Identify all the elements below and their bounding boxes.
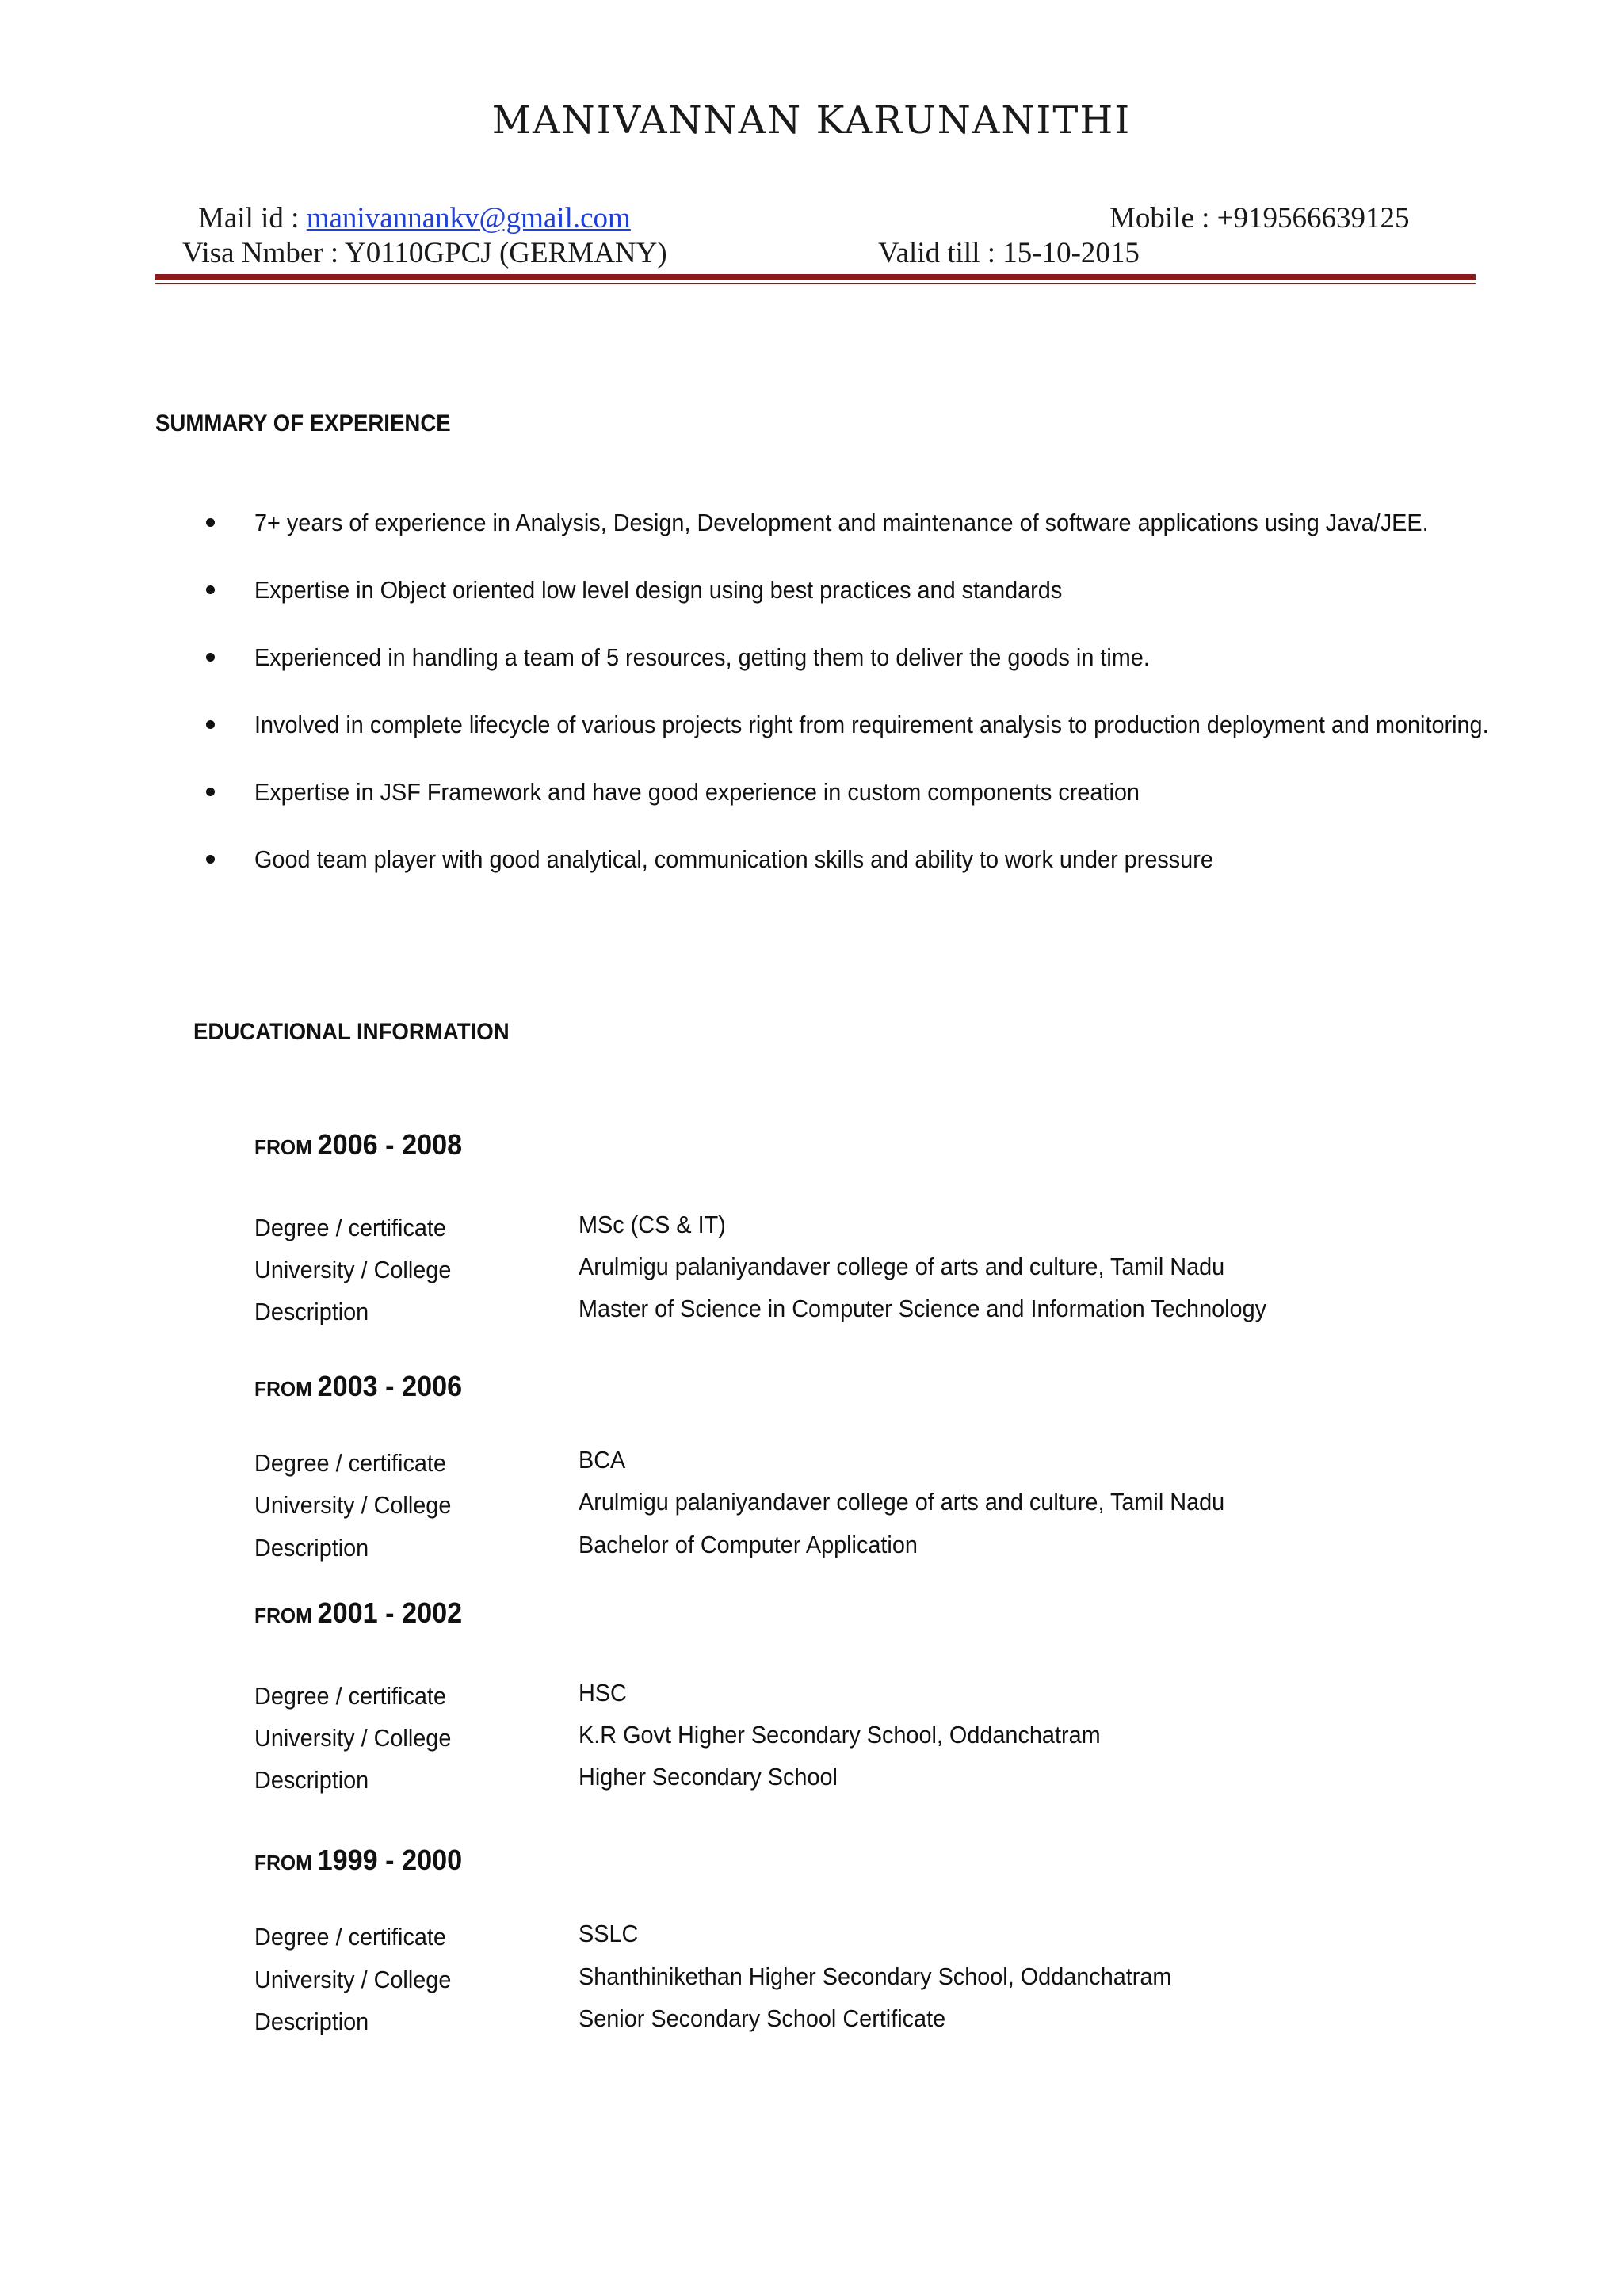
degree-value: HSC xyxy=(579,1679,627,1707)
list-item: Expertise in Object oriented low level design using best practices and standards xyxy=(0,574,1623,642)
description-value: Master of Science in Computer Science and Information Technology xyxy=(579,1295,1267,1322)
header-divider-thick xyxy=(155,274,1476,280)
visa-label: Visa Nmber : xyxy=(182,237,345,269)
year-range: 2001 - 2002 xyxy=(317,1596,463,1629)
visa-line xyxy=(182,236,667,270)
year-range: 1999 - 2000 xyxy=(317,1844,463,1876)
degree-label: Degree / certificate xyxy=(254,1923,446,1951)
from-label: FROM xyxy=(254,1377,312,1401)
university-value: Arulmigu palaniyandaver college of arts and culture, Tamil Nadu xyxy=(579,1253,1225,1280)
mail-line xyxy=(198,201,631,235)
education-period xyxy=(254,1128,462,1161)
description-label: Description xyxy=(254,1534,369,1562)
bullet-icon xyxy=(206,585,215,594)
description-label: Description xyxy=(254,1766,369,1794)
bullet-icon xyxy=(206,855,215,864)
list-item: 7+ years of experience in Analysis, Design, Development and maintenance of software applications using Java/JEE. xyxy=(0,507,1623,574)
summary-list xyxy=(0,507,1623,911)
from-label: FROM xyxy=(254,1851,312,1875)
description-label: Description xyxy=(254,1298,369,1325)
university-label: University / College xyxy=(254,1256,452,1283)
from-label: FROM xyxy=(254,1135,312,1159)
education-period xyxy=(254,1844,462,1877)
valid-till-line xyxy=(878,236,1140,270)
valid-value: 15-10-2015 xyxy=(1002,237,1140,269)
university-label: University / College xyxy=(254,1491,452,1519)
valid-label: Valid till : xyxy=(878,237,1003,269)
university-value: K.R Govt Higher Secondary School, Oddanchatram xyxy=(579,1721,1101,1749)
email-link[interactable]: manivannankv@gmail.com xyxy=(306,202,631,235)
mobile-value: +919566639125 xyxy=(1216,202,1410,235)
university-label: University / College xyxy=(254,1966,452,1993)
mobile-label: Mobile : xyxy=(1109,202,1217,235)
university-value: Shanthinikethan Higher Secondary School, Oddanchatram xyxy=(579,1962,1172,1990)
degree-value: MSc (CS & IT) xyxy=(579,1211,726,1238)
mail-label: Mail id : xyxy=(198,202,307,235)
degree-label: Degree / certificate xyxy=(254,1682,446,1710)
degree-label: Degree / certificate xyxy=(254,1214,446,1241)
list-item: Involved in complete lifecycle of various projects right from requirement analysis to production deployment and monitoring. xyxy=(0,709,1623,776)
description-value: Higher Secondary School xyxy=(579,1763,838,1791)
bullet-icon xyxy=(206,720,215,729)
education-period xyxy=(254,1370,462,1403)
description-value: Bachelor of Computer Application xyxy=(579,1531,918,1558)
list-item: Experienced in handling a team of 5 resources, getting them to deliver the goods in time. xyxy=(0,642,1623,709)
bullet-icon xyxy=(206,653,215,662)
university-label: University / College xyxy=(254,1724,452,1752)
education-heading: EDUCATIONAL INFORMATION xyxy=(193,1019,510,1045)
visa-value: Y0110GPCJ (GERMANY) xyxy=(345,237,667,269)
degree-value: BCA xyxy=(579,1446,626,1474)
summary-heading: SUMMARY OF EXPERIENCE xyxy=(155,410,451,437)
degree-label: Degree / certificate xyxy=(254,1449,446,1477)
university-value: Arulmigu palaniyandaver college of arts and culture, Tamil Nadu xyxy=(579,1488,1225,1516)
bullet-icon xyxy=(206,788,215,796)
header-divider-thin xyxy=(155,283,1476,284)
year-range: 2006 - 2008 xyxy=(317,1128,463,1161)
candidate-name: MANIVANNAN KARUNANITHI xyxy=(491,98,1132,143)
list-item: Good team player with good analytical, communication skills and ability to work under pressure xyxy=(0,844,1623,911)
list-item: Expertise in JSF Framework and have good experience in custom components creation xyxy=(0,776,1623,844)
description-label: Description xyxy=(254,2008,369,2035)
description-value: Senior Secondary School Certificate xyxy=(579,2004,946,2032)
bullet-icon xyxy=(206,518,215,527)
year-range: 2003 - 2006 xyxy=(317,1370,463,1402)
education-period xyxy=(254,1596,462,1630)
degree-value: SSLC xyxy=(579,1920,639,1947)
mobile-line xyxy=(1109,201,1410,235)
from-label: FROM xyxy=(254,1604,312,1627)
